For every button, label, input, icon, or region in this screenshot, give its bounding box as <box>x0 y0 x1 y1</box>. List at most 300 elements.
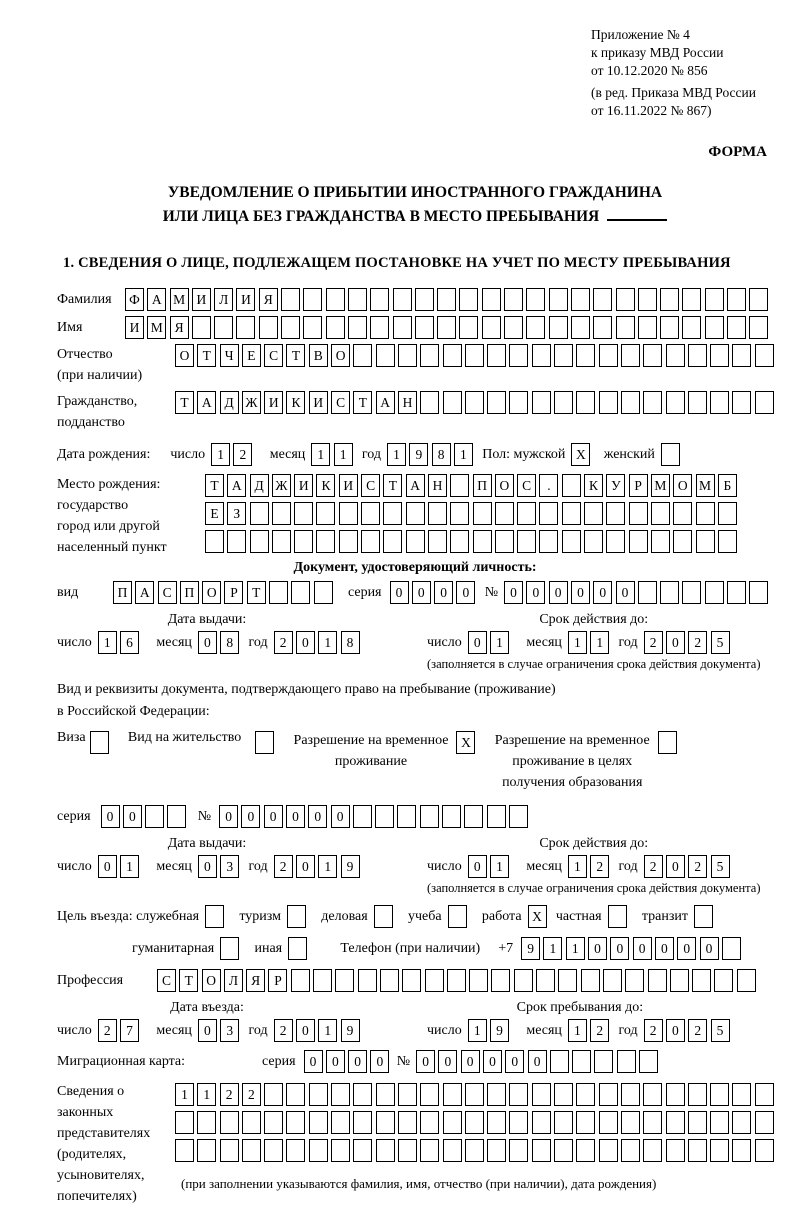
char-cell <box>294 530 313 553</box>
forma-label: ФОРМА <box>708 144 767 161</box>
profession-row <box>57 969 773 992</box>
char-cell <box>402 969 421 992</box>
legal-reps-label-line3: представителях <box>57 1126 151 1142</box>
char-cell <box>727 316 746 339</box>
char-cell: Т <box>175 391 194 414</box>
surname-label: Фамилия <box>57 291 112 307</box>
char-cell: Т <box>247 581 266 604</box>
char-cell <box>554 1139 573 1162</box>
char-cell <box>554 391 573 414</box>
char-cell <box>682 316 701 339</box>
char-cell <box>192 316 211 339</box>
char-cell <box>670 969 689 992</box>
patronymic-label-line2: (при наличии) <box>57 368 143 384</box>
id-issue-year-label: год <box>248 634 268 650</box>
phone-label: Телефон (при наличии) <box>340 940 481 956</box>
char-cell: 1 <box>211 443 230 466</box>
char-cell: 2 <box>98 1019 117 1042</box>
char-cell: 9 <box>341 1019 360 1042</box>
char-cell: С <box>517 474 536 497</box>
form-title-line2-text: ИЛИ ЛИЦА БЕЗ ГРАЖДАНСТВА В МЕСТО ПРЕБЫВАНИЯ <box>162 208 600 226</box>
char-cell <box>286 1083 305 1106</box>
id-valid-until-line <box>427 631 760 654</box>
char-cell: 2 <box>242 1083 261 1106</box>
entry-year-label: год <box>248 1022 268 1038</box>
char-cell <box>517 502 536 525</box>
patronymic-label <box>57 344 175 386</box>
char-cell <box>361 502 380 525</box>
char-cell <box>197 1139 216 1162</box>
temp-residence-item <box>294 730 479 772</box>
res-series-cells <box>101 805 190 828</box>
entry-purpose-row <box>57 905 773 928</box>
char-cell: 0 <box>588 937 607 960</box>
char-cell <box>443 1083 462 1106</box>
char-cell: Б <box>718 474 737 497</box>
char-cell <box>353 1083 372 1106</box>
citizenship-label-line2: подданство <box>57 415 125 431</box>
char-cell <box>374 905 393 928</box>
char-cell <box>692 969 711 992</box>
char-cell: О <box>175 344 194 367</box>
entry-month-label: месяц <box>156 1022 192 1038</box>
char-cell: 0 <box>610 937 629 960</box>
char-cell <box>576 1139 595 1162</box>
birth-date-label: Дата рождения: <box>57 446 151 462</box>
char-cell <box>608 905 627 928</box>
migration-card-label: Миграционная карта: <box>57 1053 186 1069</box>
char-cell: 1 <box>318 631 337 654</box>
entry-date-col <box>57 1000 357 1042</box>
char-cell <box>696 502 715 525</box>
char-cell <box>348 316 367 339</box>
char-cell <box>487 1139 506 1162</box>
char-cell <box>443 1139 462 1162</box>
patronymic-row <box>57 344 773 386</box>
char-cell: С <box>264 344 283 367</box>
residence-permit-label: Вид на жительство <box>127 730 242 746</box>
char-cell <box>145 805 164 828</box>
char-cell <box>348 288 367 311</box>
surname-row <box>57 288 773 311</box>
char-cell <box>443 1111 462 1134</box>
purpose-study-label: учеба <box>408 908 442 924</box>
char-cell <box>755 391 774 414</box>
char-cell <box>291 581 310 604</box>
char-cell <box>599 1139 618 1162</box>
stay-day-label: число <box>427 1022 462 1038</box>
char-cell: М <box>170 288 189 311</box>
char-cell <box>361 530 380 553</box>
char-cell <box>572 1050 591 1073</box>
char-cell: М <box>147 316 166 339</box>
stay-year-cells <box>644 1019 733 1042</box>
char-cell <box>393 288 412 311</box>
char-cell: Т <box>383 474 402 497</box>
char-cell: Д <box>250 474 269 497</box>
birth-day-label: число <box>170 446 206 462</box>
visa-checkbox <box>90 731 112 754</box>
char-cell <box>688 1139 707 1162</box>
char-cell <box>281 316 300 339</box>
purpose-study-checkbox <box>448 905 470 928</box>
char-cell <box>643 344 662 367</box>
id-valid-until-col <box>427 612 760 672</box>
char-cell <box>755 1139 774 1162</box>
birth-place-label <box>57 474 205 558</box>
char-cell <box>550 1050 569 1073</box>
char-cell <box>197 1111 216 1134</box>
char-cell <box>749 581 768 604</box>
char-cell: 0 <box>700 937 719 960</box>
char-cell <box>749 288 768 311</box>
char-cell: 2 <box>688 1019 707 1042</box>
char-cell <box>313 969 332 992</box>
res-issue-year-cells <box>274 855 363 878</box>
legal-reps-row2-cells <box>175 1111 777 1134</box>
temp-residence-edu-label-line3: получения образования <box>502 775 643 791</box>
mc-number-cells <box>416 1050 661 1073</box>
char-cell <box>420 344 439 367</box>
char-cell: С <box>361 474 380 497</box>
purpose-other-label: иная <box>254 940 283 956</box>
stay-until-col <box>427 1000 733 1042</box>
char-cell: И <box>339 474 358 497</box>
char-cell <box>621 344 640 367</box>
char-cell <box>450 530 469 553</box>
char-cell: X <box>456 731 475 754</box>
char-cell: 1 <box>468 1019 487 1042</box>
temp-residence-label-line2: проживание <box>334 754 408 770</box>
char-cell <box>621 391 640 414</box>
char-cell <box>621 1083 640 1106</box>
form-title-line2 <box>57 205 773 229</box>
char-cell <box>482 316 501 339</box>
gender-female-checkbox <box>661 443 683 466</box>
id-valid-month-cells <box>568 631 613 654</box>
char-cell <box>331 1139 350 1162</box>
char-cell <box>167 805 186 828</box>
char-cell <box>705 316 724 339</box>
title-blank-line <box>607 216 667 221</box>
char-cell: 3 <box>220 855 239 878</box>
residence-permit-item <box>128 730 278 754</box>
char-cell: 5 <box>711 855 730 878</box>
char-cell <box>526 288 545 311</box>
gender-male-label: Пол: мужской <box>482 446 566 462</box>
purpose-official-checkbox <box>205 905 227 928</box>
char-cell <box>443 391 462 414</box>
char-cell <box>205 905 224 928</box>
char-cell <box>722 937 741 960</box>
char-cell <box>428 530 447 553</box>
char-cell <box>220 1111 239 1134</box>
char-cell <box>242 1111 261 1134</box>
char-cell: X <box>528 905 547 928</box>
char-cell <box>286 1139 305 1162</box>
char-cell <box>443 344 462 367</box>
char-cell: Р <box>224 581 243 604</box>
char-cell <box>406 530 425 553</box>
birth-year-label: год <box>361 446 382 462</box>
id-valid-year-label: год <box>618 634 638 650</box>
legal-reps-label-line1: Сведения о <box>57 1084 125 1100</box>
visa-item <box>57 730 112 754</box>
char-cell <box>549 316 568 339</box>
char-cell <box>420 391 439 414</box>
char-cell <box>666 1139 685 1162</box>
char-cell: 1 <box>311 443 330 466</box>
char-cell <box>571 288 590 311</box>
char-cell <box>651 502 670 525</box>
char-cell: 0 <box>370 1050 389 1073</box>
char-cell: Т <box>179 969 198 992</box>
char-cell <box>599 1111 618 1134</box>
char-cell <box>376 1083 395 1106</box>
stay-until-heading: Срок пребывания до: <box>516 1000 644 1016</box>
char-cell <box>264 1083 283 1106</box>
char-cell <box>250 502 269 525</box>
char-cell <box>509 344 528 367</box>
char-cell <box>737 969 756 992</box>
char-cell <box>227 530 246 553</box>
char-cell <box>532 344 551 367</box>
char-cell <box>242 1139 261 1162</box>
mc-number-label: № <box>396 1053 411 1069</box>
char-cell: 2 <box>590 855 609 878</box>
char-cell <box>710 391 729 414</box>
char-cell <box>448 905 467 928</box>
char-cell: 0 <box>198 1019 217 1042</box>
citizenship-label-line1: Гражданство, <box>57 394 138 410</box>
entry-month-cells <box>198 1019 243 1042</box>
id-issue-date-col <box>57 612 357 654</box>
char-cell: 0 <box>666 1019 685 1042</box>
stay-month-cells <box>568 1019 613 1042</box>
id-number-label: № <box>484 584 499 600</box>
temp-residence-edu-label-line1: Разрешение на временное <box>494 733 650 749</box>
birth-place-row <box>57 474 773 558</box>
char-cell <box>651 530 670 553</box>
id-valid-note: (заполняется в случае ограничения срока действия документа) <box>427 657 761 672</box>
char-cell <box>617 1050 636 1073</box>
char-cell <box>272 502 291 525</box>
char-cell <box>353 1139 372 1162</box>
char-cell: 0 <box>296 631 315 654</box>
char-cell <box>688 1111 707 1134</box>
char-cell: 1 <box>175 1083 194 1106</box>
char-cell: 0 <box>416 1050 435 1073</box>
purpose-private-label: частная <box>555 908 602 924</box>
char-cell <box>755 1111 774 1134</box>
char-cell: И <box>236 288 255 311</box>
char-cell <box>383 502 402 525</box>
birth-month-cells <box>311 443 356 466</box>
char-cell: И <box>309 391 328 414</box>
char-cell <box>584 530 603 553</box>
patronymic-label-line1: Отчество <box>57 347 113 363</box>
char-cell <box>442 805 461 828</box>
char-cell <box>643 391 662 414</box>
char-cell <box>682 581 701 604</box>
char-cell <box>464 805 483 828</box>
entry-date-line <box>57 1019 357 1042</box>
temp-residence-edu-label <box>495 730 650 793</box>
char-cell: 2 <box>274 631 293 654</box>
char-cell: 0 <box>438 1050 457 1073</box>
char-cell: Ф <box>125 288 144 311</box>
char-cell <box>749 316 768 339</box>
identity-doc-row <box>57 581 773 604</box>
char-cell <box>732 344 751 367</box>
birth-place-label-line2: государство <box>57 498 129 514</box>
char-cell <box>420 1083 439 1106</box>
res-issue-date-col <box>57 836 357 878</box>
char-cell: И <box>264 391 283 414</box>
residence-doc-dates <box>57 836 773 896</box>
char-cell <box>666 344 685 367</box>
char-cell <box>509 1111 528 1134</box>
profession-cells <box>157 969 759 992</box>
char-cell <box>236 316 255 339</box>
char-cell: М <box>651 474 670 497</box>
char-cell <box>584 502 603 525</box>
char-cell <box>326 288 345 311</box>
char-cell <box>370 288 389 311</box>
char-cell <box>459 288 478 311</box>
entry-purpose-row2 <box>132 937 773 960</box>
appendix-block <box>591 26 773 120</box>
char-cell <box>682 288 701 311</box>
char-cell <box>465 391 484 414</box>
res-issue-month-cells <box>198 855 243 878</box>
birth-place-cells-block <box>205 474 740 558</box>
char-cell: К <box>316 474 335 497</box>
char-cell <box>606 530 625 553</box>
char-cell: 0 <box>264 805 283 828</box>
char-cell <box>639 1050 658 1073</box>
char-cell: 0 <box>101 805 120 828</box>
char-cell: Ж <box>272 474 291 497</box>
legal-reps-label-line4: (родителях, <box>57 1147 127 1163</box>
char-cell <box>727 288 746 311</box>
char-cell <box>425 969 444 992</box>
temp-residence-edu-checkbox <box>658 731 680 754</box>
res-valid-month-label: месяц <box>526 858 562 874</box>
char-cell <box>331 1083 350 1106</box>
form-title <box>57 181 773 229</box>
char-cell: У <box>606 474 625 497</box>
res-series-label: серия <box>57 808 91 824</box>
char-cell <box>688 391 707 414</box>
char-cell: 1 <box>568 855 587 878</box>
purpose-transit-checkbox <box>694 905 716 928</box>
char-cell <box>594 1050 613 1073</box>
char-cell <box>264 1111 283 1134</box>
entry-year-cells <box>274 1019 363 1042</box>
char-cell <box>509 1139 528 1162</box>
char-cell <box>383 530 402 553</box>
char-cell: 9 <box>341 855 360 878</box>
char-cell <box>288 937 307 960</box>
char-cell <box>309 1111 328 1134</box>
char-cell <box>264 1139 283 1162</box>
char-cell <box>316 502 335 525</box>
char-cell <box>281 288 300 311</box>
char-cell <box>593 316 612 339</box>
char-cell <box>643 1111 662 1134</box>
char-cell: 0 <box>655 937 674 960</box>
char-cell: Н <box>428 474 447 497</box>
char-cell <box>303 288 322 311</box>
char-cell <box>250 530 269 553</box>
char-cell <box>450 502 469 525</box>
char-cell <box>415 316 434 339</box>
char-cell <box>255 731 274 754</box>
char-cell <box>732 391 751 414</box>
char-cell <box>581 969 600 992</box>
birth-year-cells <box>387 443 476 466</box>
char-cell <box>487 805 506 828</box>
char-cell: 8 <box>220 631 239 654</box>
res-valid-note: (заполняется в случае ограничения срока действия документа) <box>427 881 761 896</box>
char-cell <box>714 969 733 992</box>
legal-reps-row <box>57 1081 773 1207</box>
char-cell <box>376 344 395 367</box>
char-cell <box>495 530 514 553</box>
char-cell: Ч <box>220 344 239 367</box>
name-label: Имя <box>57 319 83 335</box>
char-cell: 1 <box>568 631 587 654</box>
char-cell: 8 <box>341 631 360 654</box>
char-cell <box>688 344 707 367</box>
char-cell <box>616 288 635 311</box>
res-issue-day-cells <box>98 855 143 878</box>
char-cell <box>576 1083 595 1106</box>
char-cell: О <box>331 344 350 367</box>
temp-residence-label-line1: Разрешение на временное <box>293 733 449 749</box>
char-cell: 0 <box>326 1050 345 1073</box>
char-cell: А <box>227 474 246 497</box>
char-cell: К <box>584 474 603 497</box>
char-cell <box>536 969 555 992</box>
char-cell <box>539 502 558 525</box>
res-issue-date-heading: Дата выдачи: <box>167 836 247 852</box>
char-cell <box>718 502 737 525</box>
char-cell: П <box>180 581 199 604</box>
char-cell: 2 <box>274 1019 293 1042</box>
char-cell: 2 <box>274 855 293 878</box>
char-cell <box>353 805 372 828</box>
char-cell <box>487 391 506 414</box>
char-cell <box>554 1083 573 1106</box>
char-cell <box>398 344 417 367</box>
char-cell: 5 <box>711 1019 730 1042</box>
char-cell <box>554 1111 573 1134</box>
char-cell: 1 <box>590 631 609 654</box>
char-cell <box>661 443 680 466</box>
char-cell: 0 <box>677 937 696 960</box>
char-cell <box>673 530 692 553</box>
char-cell <box>599 391 618 414</box>
birth-place-row1-cells <box>205 474 740 497</box>
char-cell: 2 <box>233 443 252 466</box>
char-cell <box>660 316 679 339</box>
char-cell <box>286 1111 305 1134</box>
stay-year-label: год <box>618 1022 638 1038</box>
char-cell: 0 <box>241 805 260 828</box>
char-cell <box>755 344 774 367</box>
